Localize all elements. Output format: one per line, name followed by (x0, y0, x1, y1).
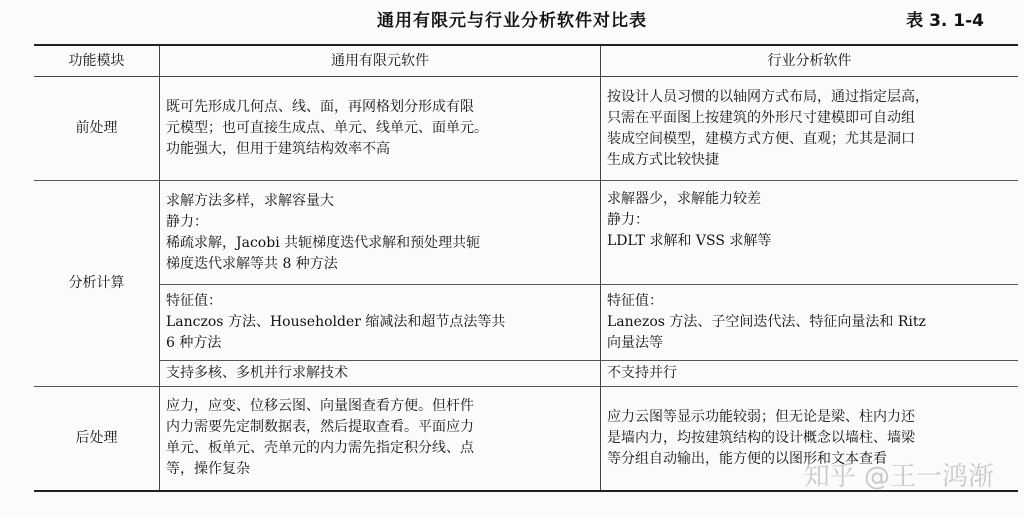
header-module: 功能模块 (34, 45, 160, 77)
cell-line: 生成方式比较快捷 (607, 151, 719, 168)
analysis-static-general-cell (160, 181, 601, 285)
module-post: 后处理 (34, 387, 160, 491)
pre-industry-cell (601, 77, 1019, 181)
cell-line: 单元、板单元、壳单元的内力需先指定积分线、点 (166, 440, 474, 457)
post-general-cell (160, 387, 601, 491)
pre-general-cell (160, 77, 601, 181)
cell-line: 等分组自动输出，能方便的以图形和文本查看 (607, 450, 887, 467)
table-row (34, 361, 1018, 387)
cell-line: 应力云图等显示功能较弱；但无论是梁、柱内力还 (607, 408, 915, 425)
cell-line: 向量法等 (607, 335, 663, 351)
cell-line: 按设计人员习惯的以轴网方式布局，通过指定层高， (607, 88, 929, 105)
cell-line: 求解方法多样，求解容量大 (166, 192, 334, 209)
cell-line: Lanczos 方法、Householder 缩减法和超节点法等共 (166, 314, 506, 330)
cell-line: 梯度迭代求解等共 8 种方法 (166, 255, 338, 272)
cell-line: 元模型；也可直接生成点、单元、线单元、面单元。 (166, 120, 488, 136)
table-number: 表 3. 1-4 (906, 11, 984, 31)
module-pre: 前处理 (34, 77, 160, 181)
cell-line: 静力： (166, 213, 208, 230)
header-industry: 行业分析软件 (601, 45, 1019, 77)
analysis-static-industry-cell (601, 181, 1019, 285)
cell-line: 既可先形成几何点、线、面，再网格划分形成有限 (166, 99, 474, 115)
analysis-eigen-general-cell (160, 285, 601, 361)
cell-line: 只需在平面图上按建筑的外形尺寸建模即可自动组 (607, 109, 915, 126)
table-header-row (34, 45, 1018, 77)
cell-line: 特征值： (166, 293, 222, 309)
table-row (34, 181, 1018, 285)
comparison-table (34, 44, 1018, 492)
cell-line: 是墙内力，均按建筑结构的设计概念以墙柱、墙梁 (607, 429, 915, 446)
header-general: 通用有限元软件 (160, 45, 601, 77)
cell-line: 等，操作复杂 (166, 461, 250, 478)
module-analysis: 分析计算 (34, 181, 160, 387)
table-row (34, 77, 1018, 181)
cell-line: 静力： (607, 212, 649, 228)
cell-line: 特征值： (607, 293, 663, 309)
cell-line: LDLT 求解和 VSS 求解等 (607, 233, 772, 249)
table-title: 通用有限元与行业分析软件对比表 (377, 11, 647, 31)
cell-line: 稀疏求解，Jacobi 共轭梯度迭代求解和预处理共轭 (166, 234, 481, 251)
analysis-eigen-industry-cell (601, 285, 1019, 361)
cell-line: 求解器少，求解能力较差 (607, 191, 761, 207)
cell-line: Lanezos 方法、子空间迭代法、特征向量法和 Ritz (607, 314, 926, 330)
cell-line: 6 种方法 (166, 335, 222, 351)
analysis-parallel-general-cell: 支持多核、多机并行求解技术 (160, 361, 601, 387)
cell-line: 装成空间模型，建模方式方便、直观；尤其是洞口 (607, 130, 915, 147)
cell-line: 功能强大，但用于建筑结构效率不高 (166, 141, 390, 157)
table-row (34, 285, 1018, 361)
cell-line: 内力需要先定制数据表，然后提取查看。平面应力 (166, 419, 474, 436)
watermark: 知乎 @王一鸿渐 (803, 462, 994, 492)
cell-line: 应力，应变、位移云图、向量图查看方便。但杆件 (166, 398, 474, 415)
analysis-parallel-industry-cell: 不支持并行 (601, 361, 1019, 387)
